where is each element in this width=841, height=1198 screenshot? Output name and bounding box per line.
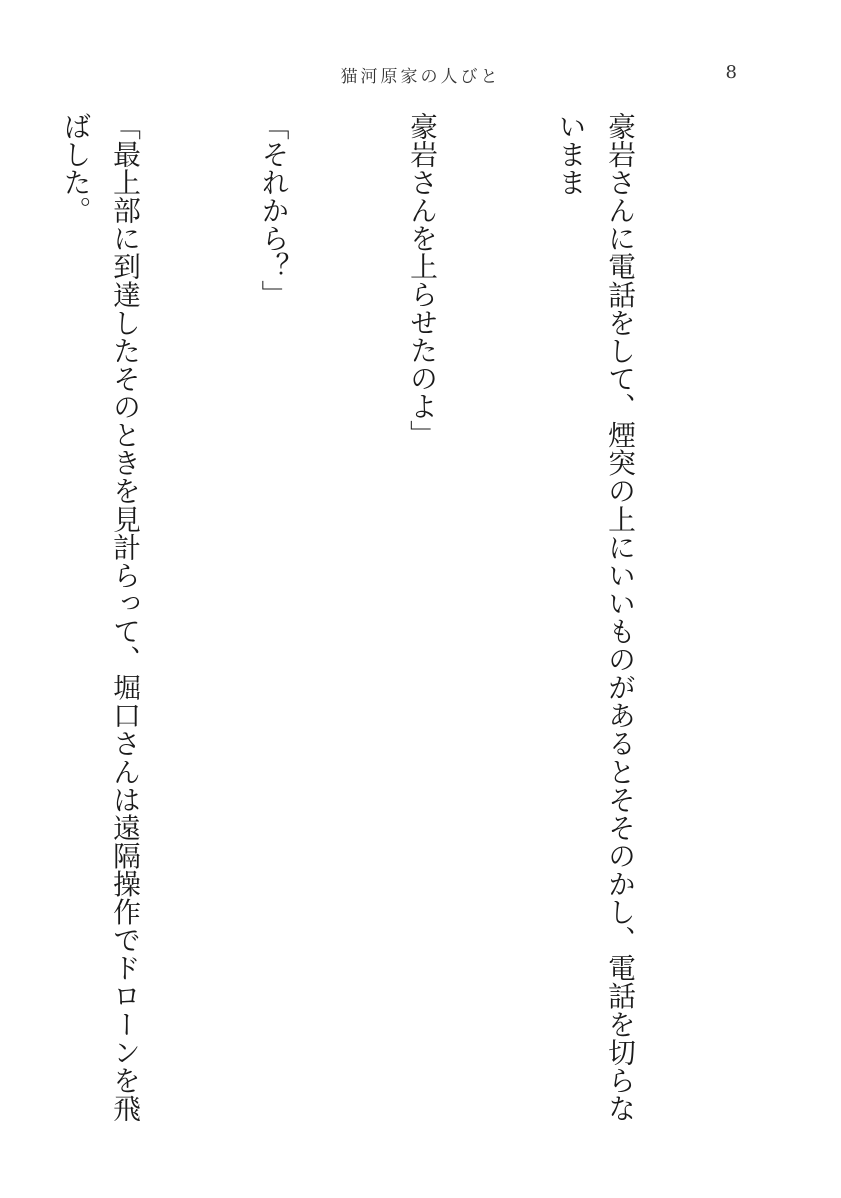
running-header [0, 62, 841, 92]
text-line-2: 豪岩さんを上らせたのよ」 [405, 112, 438, 448]
running-title: 猫河原家の人びと [340, 67, 501, 87]
text-line-1: 豪岩さんに電話をして、煙突の上にいいものがあるとそそのかし、電話を切らないまま [553, 112, 636, 1122]
page-number: 8 [725, 62, 737, 83]
text-line-4: 「最上部に到達したそのときを見計らって、堀口さんは遠隔操作でドローンを飛ばした。 [58, 112, 141, 1122]
vertical-body-text [58, 112, 743, 1122]
text-line-3: 「それから？」 [256, 112, 290, 308]
